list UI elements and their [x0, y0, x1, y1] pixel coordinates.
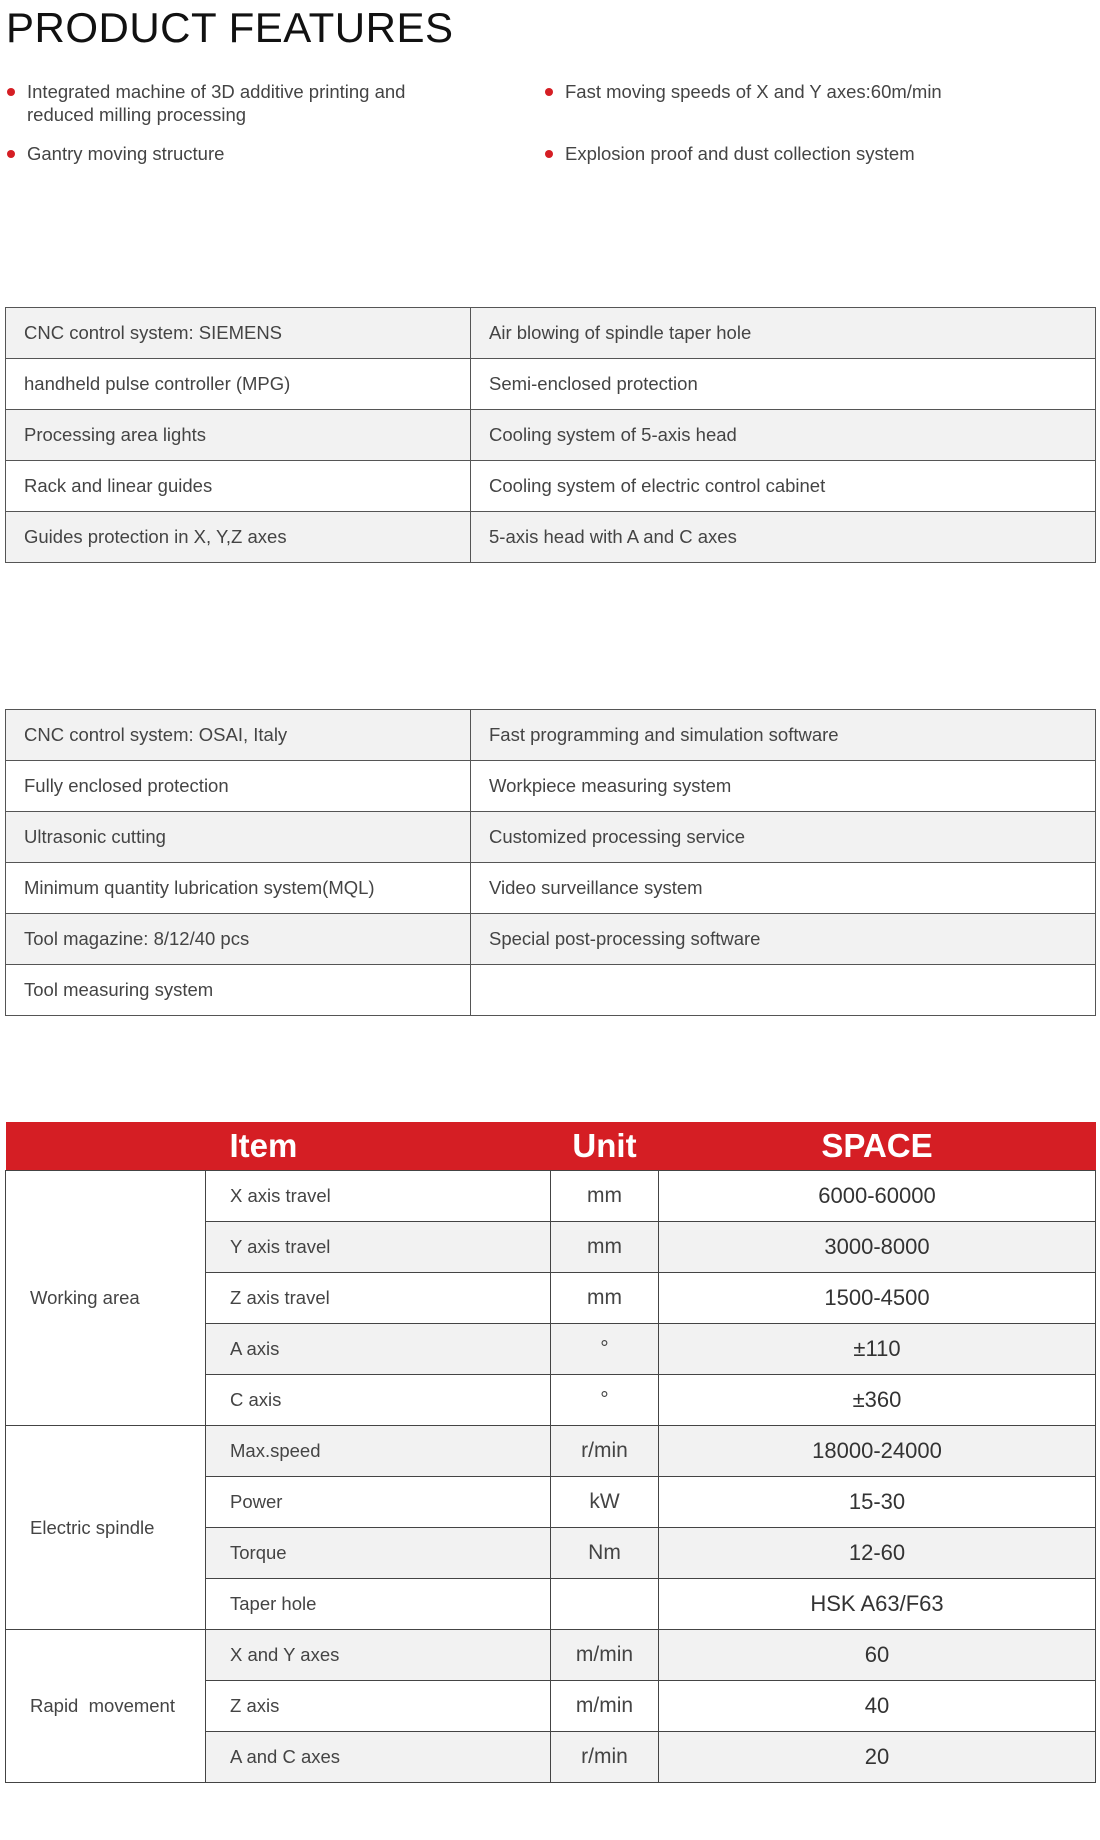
table-cell: Rack and linear guides [6, 461, 471, 512]
features-list [0, 80, 1100, 190]
spec-unit: Nm [551, 1528, 659, 1579]
bullet-icon [545, 88, 553, 96]
table-row [6, 410, 1096, 461]
spec-value: 18000-24000 [659, 1426, 1096, 1477]
table-cell: Cooling system of 5-axis head [471, 410, 1096, 461]
standard-configuration-table [5, 258, 1096, 563]
spec-unit: m/min [551, 1630, 659, 1681]
spec-unit: mm [551, 1273, 659, 1324]
specification-table [5, 1122, 1096, 1783]
table-cell: Fully enclosed protection [6, 761, 471, 812]
table-row [6, 812, 1096, 863]
table-row [6, 863, 1096, 914]
spec-value: 3000-8000 [659, 1222, 1096, 1273]
table-cell: CNC control system: SIEMENS [6, 308, 471, 359]
spec-header-space: SPACE [659, 1122, 1096, 1171]
bullet-icon [545, 150, 553, 158]
spec-item: Taper hole [206, 1579, 551, 1630]
spec-unit: r/min [551, 1732, 659, 1783]
option-configuration-title: Option Configuration [6, 660, 1096, 710]
spec-header-blank [6, 1122, 206, 1171]
table-row [6, 308, 1096, 359]
table-row [6, 1630, 1096, 1681]
spec-item: A and C axes [206, 1732, 551, 1783]
spec-item: Power [206, 1477, 551, 1528]
table-cell: Guides protection in X, Y,Z axes [6, 512, 471, 563]
spec-item: Torque [206, 1528, 551, 1579]
spec-value: 60 [659, 1630, 1096, 1681]
table-cell: Ultrasonic cutting [6, 812, 471, 863]
bullet-icon [7, 88, 15, 96]
spec-value: 15-30 [659, 1477, 1096, 1528]
spec-item: C axis [206, 1375, 551, 1426]
spec-item: X and Y axes [206, 1630, 551, 1681]
feature-item [27, 142, 447, 165]
table-cell: Fast programming and simulation software [471, 710, 1096, 761]
spec-unit: ° [551, 1324, 659, 1375]
table-row [6, 914, 1096, 965]
table-cell: Customized processing service [471, 812, 1096, 863]
spec-item: Z axis [206, 1681, 551, 1732]
feature-text: Explosion proof and dust collection system [565, 143, 915, 164]
table-cell: Workpiece measuring system [471, 761, 1096, 812]
table-row [6, 761, 1096, 812]
table-cell: Minimum quantity lubrication system(MQL) [6, 863, 471, 914]
spec-header-item: Item [206, 1122, 551, 1171]
spec-unit: ° [551, 1375, 659, 1426]
spec-item: Max.speed [206, 1426, 551, 1477]
table-cell: Tool magazine: 8/12/40 pcs [6, 914, 471, 965]
spec-unit: mm [551, 1171, 659, 1222]
spec-unit: m/min [551, 1681, 659, 1732]
table-row [6, 359, 1096, 410]
spec-group-label: Electric spindle [6, 1426, 206, 1630]
table-cell: Air blowing of spindle taper hole [471, 308, 1096, 359]
spec-value: 12-60 [659, 1528, 1096, 1579]
feature-item [565, 80, 985, 103]
spec-unit: mm [551, 1222, 659, 1273]
feature-item [565, 142, 985, 165]
table-cell [471, 965, 1096, 1016]
table-cell: Video surveillance system [471, 863, 1096, 914]
spec-value: ±110 [659, 1324, 1096, 1375]
feature-text: Gantry moving structure [27, 143, 225, 164]
table-cell: 5-axis head with A and C axes [471, 512, 1096, 563]
table-cell: handheld pulse controller (MPG) [6, 359, 471, 410]
spec-group-label: Working area [6, 1171, 206, 1426]
table-row [6, 710, 1096, 761]
bullet-icon [7, 150, 15, 158]
spec-header-unit: Unit [551, 1122, 659, 1171]
spec-value: 20 [659, 1732, 1096, 1783]
table-cell: Tool measuring system [6, 965, 471, 1016]
feature-item [27, 80, 447, 126]
table-cell: Special post-processing software [471, 914, 1096, 965]
table-row [6, 461, 1096, 512]
standard-configuration-title: Standard configuration [6, 258, 1096, 308]
spec-value: ±360 [659, 1375, 1096, 1426]
page-title: PRODUCT FEATURES [6, 4, 454, 51]
table-cell: Cooling system of electric control cabinet [471, 461, 1096, 512]
feature-text: Integrated machine of 3D additive printing and reduced milling processing [27, 81, 406, 125]
table-row [6, 965, 1096, 1016]
spec-item: Y axis travel [206, 1222, 551, 1273]
spec-item: A axis [206, 1324, 551, 1375]
spec-unit: kW [551, 1477, 659, 1528]
spec-value: 40 [659, 1681, 1096, 1732]
table-row [6, 512, 1096, 563]
spec-item: X axis travel [206, 1171, 551, 1222]
spec-unit: r/min [551, 1426, 659, 1477]
feature-text: Fast moving speeds of X and Y axes:60m/min [565, 81, 942, 102]
table-row [6, 1426, 1096, 1477]
spec-value: 6000-60000 [659, 1171, 1096, 1222]
spec-item: Z axis travel [206, 1273, 551, 1324]
table-cell: Semi-enclosed protection [471, 359, 1096, 410]
spec-group-label: Rapid movement [6, 1630, 206, 1783]
option-configuration-table [5, 660, 1096, 1016]
table-row [6, 1171, 1096, 1222]
table-cell: Processing area lights [6, 410, 471, 461]
spec-header-row [6, 1122, 1096, 1171]
spec-value: 1500-4500 [659, 1273, 1096, 1324]
spec-value: HSK A63/F63 [659, 1579, 1096, 1630]
table-cell: CNC control system: OSAI, Italy [6, 710, 471, 761]
spec-unit [551, 1579, 659, 1630]
